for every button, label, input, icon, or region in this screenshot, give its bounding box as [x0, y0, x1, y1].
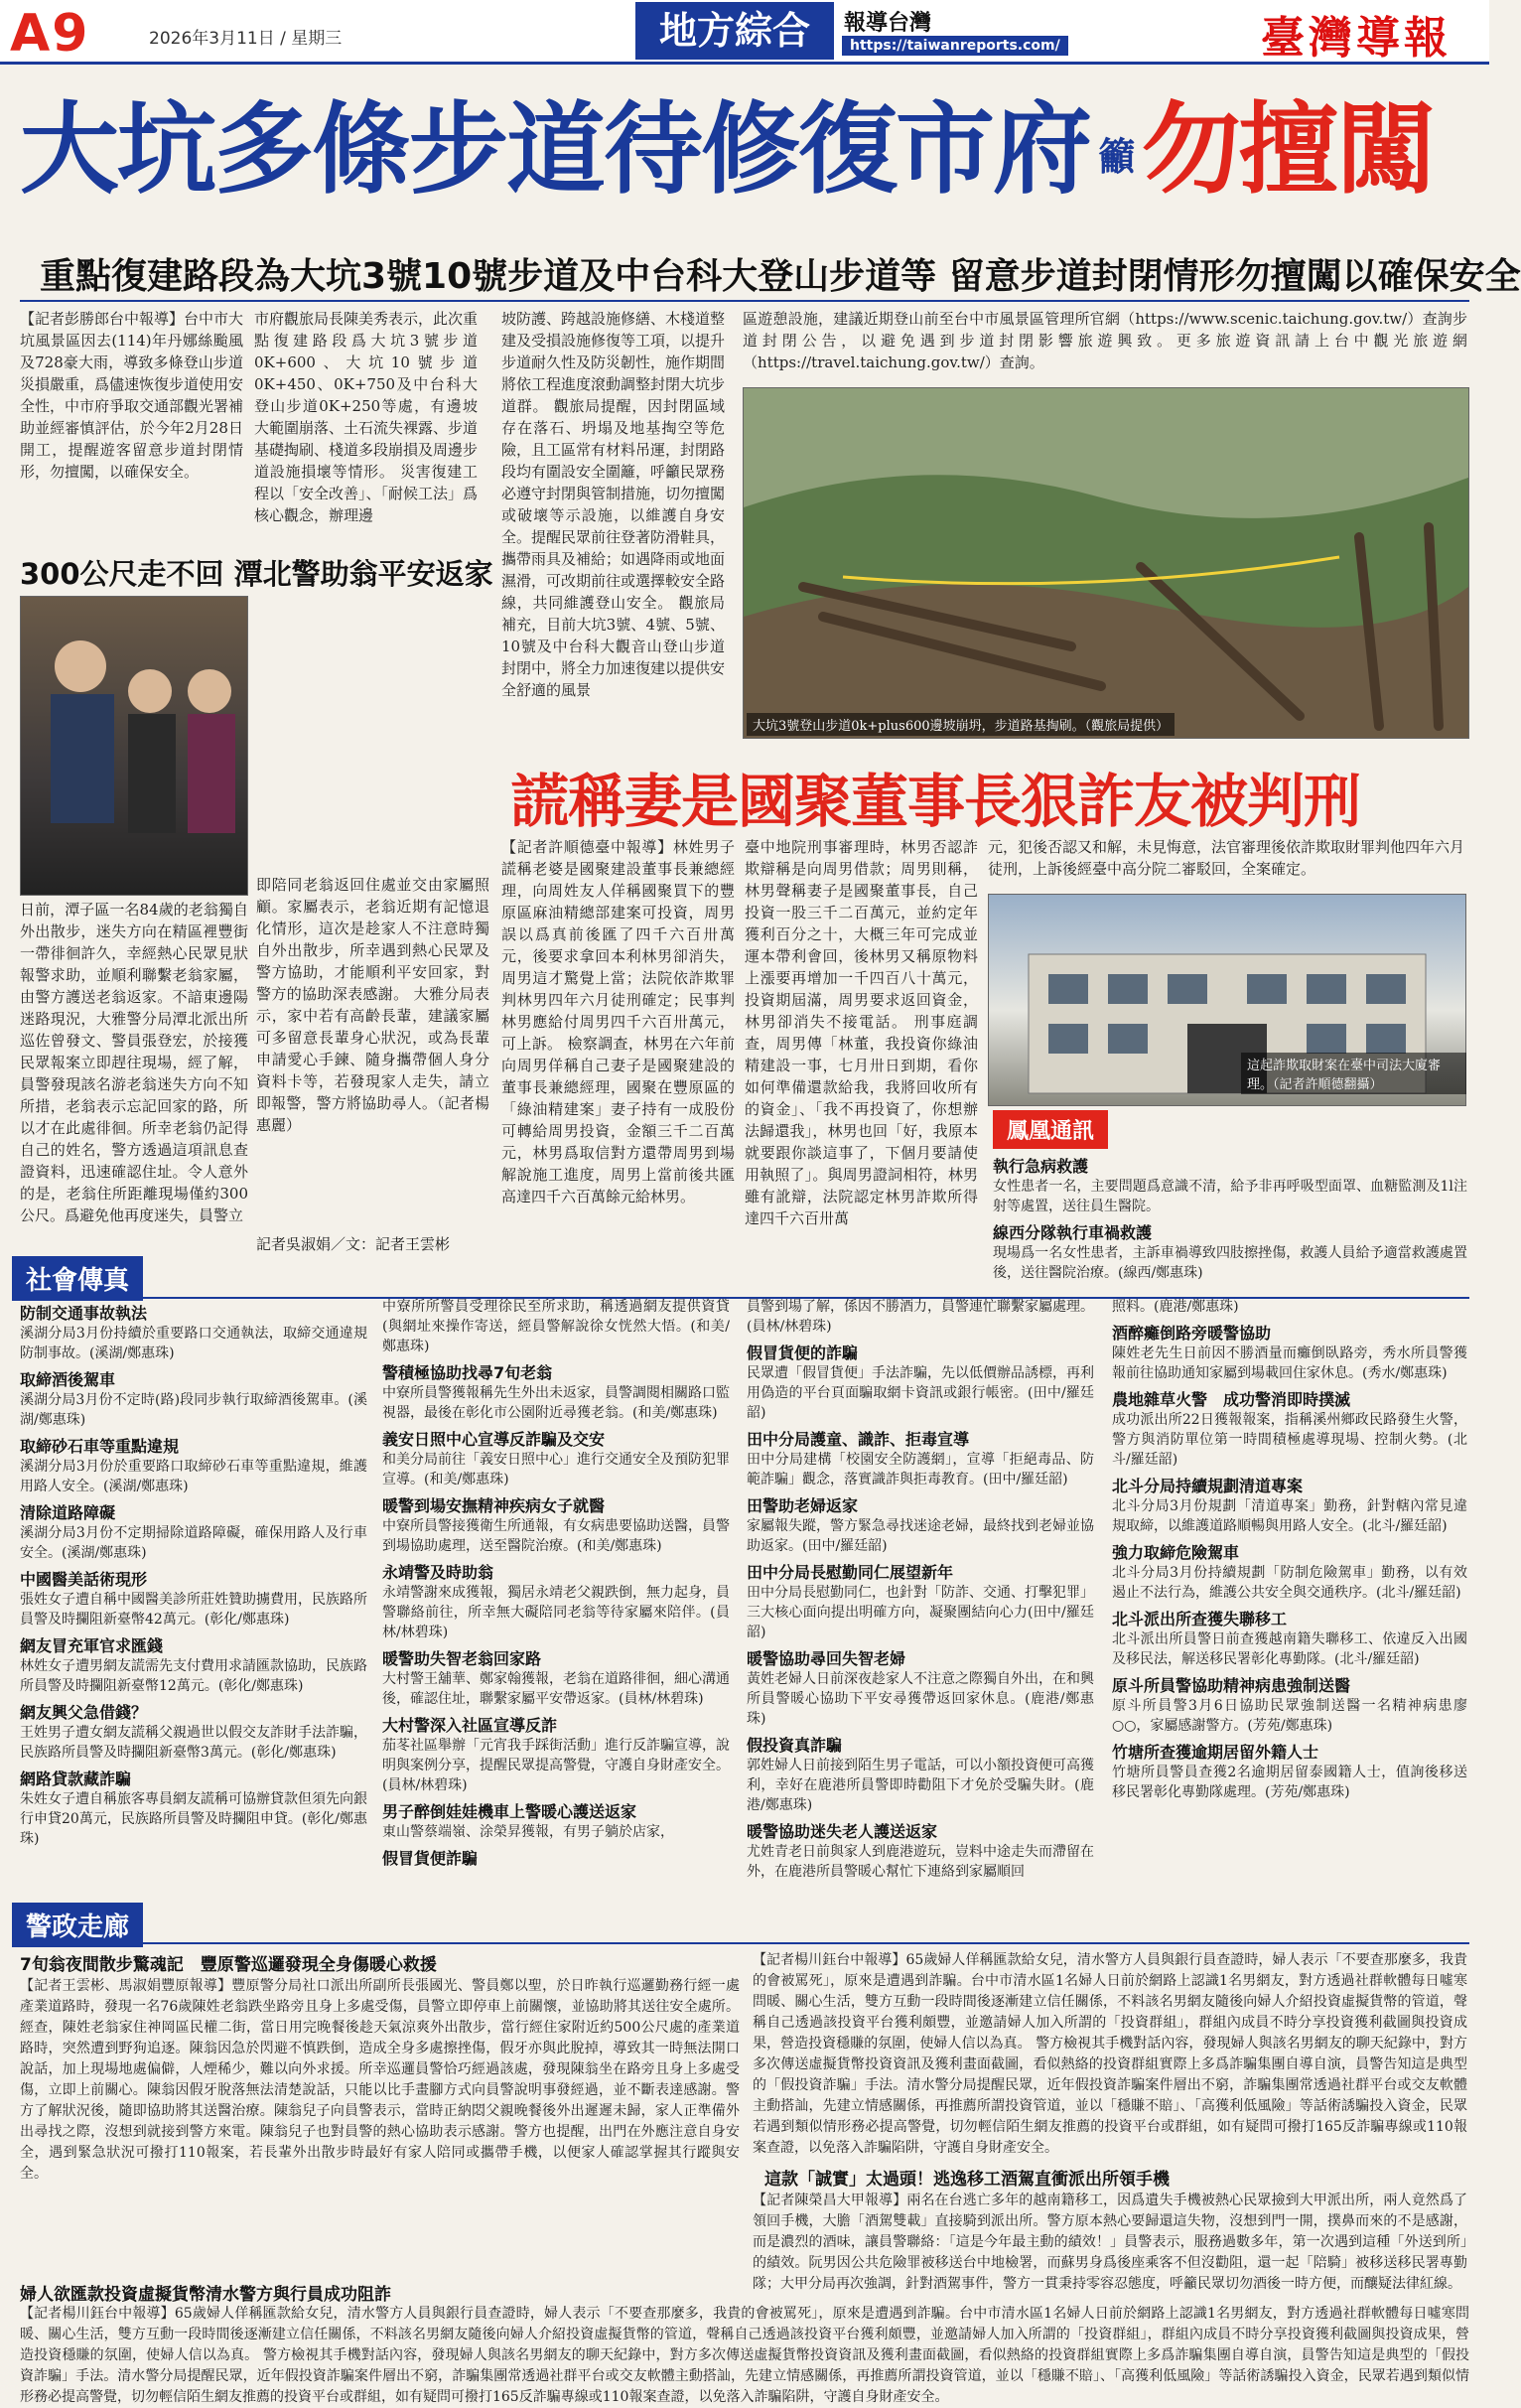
- elder-story-photo: [20, 596, 248, 896]
- social-item-title: 假冒貨便詐騙: [382, 1849, 479, 1868]
- social-item-title: 清除道路障礙: [20, 1503, 116, 1522]
- social-item-title: 田中分局護童、識詐、拒毒宣導: [747, 1430, 970, 1449]
- social-item-title: 防制交通事故執法: [20, 1304, 148, 1323]
- social-item-body: 原斗所員警3月6日協助民眾強制送醫一名精神病患廖○○，家屬感謝警方。(芳苑/鄭惠珠): [1112, 1698, 1467, 1734]
- social-item-body: 員警到場了解，係因不勝酒力，員警連忙聯繫家屬處理。(員林/林碧珠): [747, 1299, 1094, 1335]
- fraud-story-col-1: 【記者許順德臺中報導】林姓男子謊稱老婆是國聚建設董事長兼總經理，向周姓友人佯稱國聚買下的豐原區麻油精總部建案可投資，周男誤以爲真前後匯了四千六百卅萬元，後要求拿回本利林男卻消失，周男這才驚覺上當；法院依詐欺罪判林男四年六月徒刑確定；民事判林男應給付周男四千六百卅萬元，可上訴。 檢察調查，林男在六年前向周男佯稱自己妻子是國聚建設的董事長兼總經理，國聚在豐原區的「綠油精建案」妻子持有一成股份可轉給周男投資，金額三千二百萬元，林男爲取信對方還帶周男到場解說施工進度，周男上當前後共匯高達四千六百萬餘元給林男。: [501, 838, 735, 1205]
- social-item-title: 強力取締危險駕車: [1112, 1543, 1240, 1562]
- social-item-body: 北斗派出所員警日前查獲越南籍失聯移工、依違反入出國及移民法，解送移民署彰化專勤隊。(北斗/羅廷韶): [1112, 1631, 1467, 1667]
- elder-story-col-2: 即陪同老翁返回住處並交由家屬照顧。家屬表示，老翁近期有記憶退化情形，這次是趁家人不注意時獨自外出散步，所幸遇到熱心民眾及警方協助，才能順利平安回家，對警方的協助深表感謝。 大雅分局表示，家中若有高齡長輩，建議家屬可多留意長輩身心狀況，或為長輩申請愛心手鍊、隨身攜帶個人身分資料卡等，若發現家人走失，請立即報警，警方將協助尋人。（記者楊惠麗）: [256, 876, 489, 1134]
- social-col-3: [747, 1297, 1094, 1893]
- social-item-title: 暖警協助尋回失智老婦: [747, 1649, 906, 1668]
- police-story2-body: 【記者楊川鈺台中報導】65歲婦人佯稱匯款給女兒，清水警方人員與銀行員查證時，婦人表示「不要查那麼多，我貴的會被罵死」，原來是遭遇到詐騙。台中市清水區1名婦人日前於網路上認識1名男網友，對方透過社群軟體每日噓寒問暖、關心生活，雙方互動一段時間後逐漸建立信任關係，不料該名男網友隨後向婦人介紹投資虛擬貨幣的管道，聲稱自己透過該投資平台獲利頗豐，並邀請婦人加入所謂的「投資群組」，群組內成員不時分享投資獲利截圖與投資成果，營造投資穩賺的氛圍，使婦人信以為真。 警方檢視其手機對話內容，發現婦人與該名男網友的聊天紀錄中，對方多次傳送虛擬貨幣投資資訊及獲利畫面截圖，看似熱絡的投資群組實際上多爲詐騙集團自導自演，員警告知這是典型的「假投資詐騙」手法。清水警分局提醒民眾，近年假投資詐騙案件層出不窮，詐騙集團常透過社群平台或交友軟體主動搭訕，先建立情感關係，再推薦所謂投資管道，並以「穩賺不賠」、「高獲利低風險」等話術誘騙投入資金，民眾若遇到類似情形務必提高警覺，切勿輕信陌生網友推薦的投資平台或群組，如有疑問可撥打165反詐騙專線或110報案查證，以免落入詐騙陷阱，守護自身財產安全。: [20, 2306, 1469, 2405]
- police-story1-title: 7旬翁夜間散步驚魂記 豐原警巡邏發現全身傷暖心救援: [20, 1955, 437, 1975]
- brand-label: 報導台灣: [844, 11, 932, 36]
- social-item-body: 郭姓婦人日前接到陌生男子電話，可以小額投資便可高獲利，幸好在鹿港所員警即時勸阻下才免於受騙失財。(鹿港/鄭惠珠): [747, 1758, 1094, 1813]
- social-item-title: 原斗所員警協助精神病患強制送醫: [1112, 1676, 1351, 1695]
- divider: [20, 300, 1469, 302]
- social-item-body: 和美分局前往「義安日照中心」進行交通安全及預防犯罪宣導。(和美/鄭惠珠): [382, 1452, 730, 1487]
- social-item-title: 暖警到場安撫精神疾病女子就醫: [382, 1496, 606, 1515]
- social-item-title: 竹塘所查獲逾期居留外籍人士: [1112, 1743, 1319, 1762]
- social-item-body: 大村警王舖華、鄭家翰獲報，老翁在道路徘徊，細心溝通後，確認住址，聯繫家屬平安帶返家。(員林/林碧珠): [382, 1671, 730, 1707]
- social-item-body: 朱姓女子遭自稱旅客專員網友謊稱可協辦貸款但須先向銀行申貸20萬元，民族路所員警及時攔阻申貸。(彰化/鄭惠珠): [20, 1791, 367, 1847]
- social-item-title: 中國醫美話術現形: [20, 1570, 148, 1589]
- social-item-title: 警積極協助找尋7旬老翁: [382, 1363, 553, 1382]
- social-item-body: 照料。(鹿港/鄭惠珠): [1112, 1299, 1239, 1315]
- police-with-elder-illustration: [21, 597, 247, 895]
- section-title: 地方綜合: [635, 2, 834, 60]
- fraud-story-title: 謊稱妻是國聚董事長狠詐友被判刑: [511, 768, 1361, 835]
- social-item-title: 假投資真詐騙: [747, 1736, 843, 1755]
- social-item-title: 取締砂石車等重點違規: [20, 1437, 180, 1456]
- social-item-title: 酒醉癱倒路旁暖警協助: [1112, 1324, 1272, 1343]
- phoenix-item-title: 執行急病救護: [993, 1157, 1089, 1176]
- social-item-body: 中寮所員警獲報稱先生外出未返家，員警調閱相關路口監視器，最後在彰化市公園附近尋獲老翁。(和美/鄭惠珠): [382, 1385, 730, 1421]
- social-item-body: 永靖警謝來成獲報，獨居永靖老父親跌倒，無力起身，員警聯絡前往，所幸無大礙陪同老翁等待家屬來陪伴。(員林/林碧珠): [382, 1585, 730, 1640]
- elder-story-byline: 記者吳淑娟／文：記者王雲彬: [256, 1235, 451, 1253]
- police-story2-title: 婦人欲匯款投資虛擬貨幣清水警方與行員成功阻詐: [20, 2285, 391, 2305]
- social-item-title: 取締酒後駕車: [20, 1370, 116, 1389]
- social-col-4: [1112, 1297, 1467, 1893]
- lead-col-4: 區遊憩設施，建議近期登山前至台中市風景區管理所官網（https://www.scenic.taichung.gov.tw/）查詢步道封閉公告，以避免遇到步道封閉影響旅遊興致。更多旅遊資訊請上台中觀光旅遊網（https://travel.taichung.gov.tw/）查詢。: [743, 310, 1467, 371]
- social-item-body: 王姓男子遭女網友謊稱父親過世以假交友詐財手法詐騙，民族路所員警及時攔阻新臺幣3萬元。(彰化/鄭惠珠): [20, 1725, 367, 1761]
- fraud-story-col-2: 臺中地院刑事審理時，林男否認詐欺辯稱是向周男借款；周男則稱，林男聲稱妻子是國聚董事長，自己投資一股三千二百萬元，並約定年獲利百分之十，大概三年可完成並運本帶利會回，後林男又稱原物料上漲要再增加一千四百八十萬元，投資期屆滿，周男要求返回資金，林男卻消失不接電話。 刑事庭調查，周男傳「林董，我投資你綠油精建設一事，七月卅日到期，看你如何準備還款給我，我將回收所有的資金」、「我不再投資了，你想辦法歸還我」，林男也回「好，我原本就要跟你談這事了，下個月要請使用執照了」。與周男證詞相符，林男雖有訛辯，法院認定林男詐欺所得達四千六百卅萬: [745, 838, 978, 1227]
- social-item-body: 竹塘所員警員查獲2名逾期居留泰國籍人士，值詢後移送移民署彰化專勤隊處理。(芳苑/鄭惠珠): [1112, 1765, 1467, 1800]
- social-item-title: 大村警深入社區宣導反詐: [382, 1716, 558, 1735]
- social-item-body: 田中分局長慰勤同仁，也針對「防詐、交通、打擊犯罪」三大核心面向提出明確方向，凝聚團結向心力(田中/羅廷韶): [747, 1585, 1094, 1640]
- phoenix-item-title: 線西分隊執行車禍救護: [993, 1223, 1153, 1242]
- social-item-body: 北斗分局3月份持續規劃「防制危險駕車」勤務，以有效遏止不法行為，維護公共安全與交通秩序。(北斗/羅廷韶): [1112, 1565, 1467, 1601]
- social-col-2: [382, 1297, 730, 1893]
- social-tag: 社會傳真: [12, 1256, 143, 1301]
- newspaper-logo: 臺灣導報: [1261, 13, 1452, 64]
- social-item-body: 東山警蔡端嶺、涂榮昇獲報，有男子躺於店家，: [382, 1824, 674, 1840]
- social-item-body: 張姓女子遭自稱中國醫美診所莊姓贊助擄費用，民族路所員警及時攔阻新臺幣42萬元。(彰化/鄭惠珠): [20, 1592, 367, 1628]
- social-item-body: 溪湖分局3月份持續於重要路口交通執法，取締交通違規防制事故。(溪湖/鄭惠珠): [20, 1326, 367, 1361]
- social-item-body: 中寮所所警員受理徐民至所求助，稱透過網友提供資貸(與網址來操作寄送，經員警解說徐女恍然大悟。(和美/鄭惠珠): [382, 1299, 730, 1354]
- social-item-body: 中寮所員警接獲衛生所通報，有女病患要協助送醫，員警到場協助處理，送至醫院治療。(和美/鄭惠珠): [382, 1518, 730, 1554]
- social-item-body: 北斗分局3月份規劃「清道專案」勤務，針對轄內常見違規取締，以維護道路順暢與用路人安全。(北斗/羅廷韶): [1112, 1498, 1467, 1534]
- police-story3-body: 【記者陳榮昌大甲報導】兩名在台逃亡多年的越南籍移工，因爲遺失手機被熱心民眾撿到大甲派出所，兩人竟然爲了領回手機，大膽「酒駕雙載」直接騎到派出所。警方原本熱心要歸還這失物，沒想到門一開，撲鼻而來的不是感謝，而是濃烈的酒味，讓員警聯絡：「這是今年最主動的績效！」員警表示，服務過數多年，第一次遇到這種「外送到所」的績效。阮男因公共危險罪被移送台中地檢署，而蘇男身爲後座乘客不但沒勸阻，還一起「陪騎」被移送移民署專勤隊；大甲分局再次強調，針對酒駕事件，警方一貫秉持零容忍態度，呼籲民眾切勿酒後一時方便，而釀疑法律紅線。: [753, 2193, 1467, 2292]
- lead-col-2: 市府觀旅局長陳美秀表示，此次重點復建路段爲大坑3號步道0K+600、大坑10號步道0K+450、0K+750及中台科大登山步道0K+250等處，有邊坡大範圍崩落、土石流失裸露、步道基礎掏刷、棧道多段崩損及周邊步道設施損壞等情形。 災害復建工程以「安全改善」、「耐候工法」爲核心觀念，辦理邊: [254, 310, 479, 524]
- social-item-body: 家屬報失蹤，警方緊急尋找迷途老婦，最終找到老婦並協助返家。(田中/羅廷韶): [747, 1518, 1094, 1554]
- page-number: A9: [10, 4, 90, 64]
- social-item-body: 茄苳社區舉辦「元宵我手踩街活動」進行反詐騙宣導，說明與案例分享，提醒民眾提高警覺，守護自身財產安全。(員林/林碧珠): [382, 1738, 730, 1793]
- social-item-title: 田中分局長慰勤同仁展望新年: [747, 1563, 954, 1582]
- social-item-body: 民眾遭「假冒貨便」手法詐騙，先以低價辦品誘標，再利用偽造的平台頁面騙取網卡資訊或銀行帳密。(田中/羅廷韶): [747, 1365, 1094, 1421]
- issue-date: 2026年3月11日 / 星期三: [149, 29, 343, 49]
- social-item-title: 男子醉倒娃娃機車上警暖心護送返家: [382, 1802, 637, 1821]
- lead-headline-stack: 籲: [1098, 134, 1135, 179]
- fraud-photo-caption: 這起詐欺取財案在臺中司法大廈審理。（記者許順德翻攝）: [1241, 1053, 1466, 1094]
- social-item-body: 成功派出所22日獲報報案，指稱溪州鄉政民路發生火警，警方與消防單位第一時間積極處導現場、控制火勢。(北斗/羅廷韶): [1112, 1412, 1467, 1468]
- elder-story-title: 300公尺走不回 潭北警助翁平安返家: [20, 557, 493, 591]
- social-item-title: 農地雜草火警 成功警消即時撲滅: [1112, 1390, 1351, 1409]
- lead-photo: [743, 387, 1469, 739]
- police-story1-body: 【記者王雲彬、馬淑娟豐原報導】豐原警分局社口派出所副所長張國光、警員鄭以聖，於日昨執行巡邏勤務行經一處產業道路時，發現一名76歲陳姓老翁跌坐路旁且身上多處受傷，員警立即停車上前關懷，並協助將其送往安全處所。經查，陳姓老翁家住神岡區民權二街，當日用完晚餐後趁天氣涼爽外出散步，當行經住家附近約500公尺處的產業道路時，突然遭到野狗追逐。陳翁因急於閃避不慎跌倒，造成全身多處擦挫傷，假牙亦與此脫掉，導致其一時無法開口說話，加上現場地處偏僻，人煙稀少，難以向外求援。所幸巡邏員警恰巧經過該處，發現陳翁坐在路旁且身上多處受傷，立即上前關心。陳翁因假牙脫落無法清楚說話，只能以比手畫腳方式向員警說明事發經過，並不斷表達感謝。警方了解狀況後，隨即協助將其送醫治療。陳翁兒子向員警表示，當時正納悶父親晚餐後外出遲遲未歸，家人正準備外出尋找之際，沒想到就接到警方來電。陳翁兒子也對員警的熱心協助表示感謝。警方也提醒，出門在外應注意自身安全，遇到緊急狀況可撥打110報案，若長輩外出散步時最好有家人陪同或攜帶手機，以便家人確認掌握其行蹤與安全。: [20, 1978, 740, 2182]
- trail-damage-illustration: [744, 388, 1468, 738]
- lead-photo-caption: 大坑3號登山步道0k+plus600邊坡崩坍，步道路基掏刷。（觀旅局提供）: [747, 713, 1175, 736]
- social-item-title: 義安日照中心宣導反詐騙及交安: [382, 1430, 606, 1449]
- social-col-1: [20, 1297, 367, 1893]
- lead-col-1: 【記者彭勝郎台中報導】台中市大坑風景區因去(114)年丹娜絲颱風及728豪大雨，導致多條登山步道災損嚴重，爲儘速恢復步道使用安全性，中市府爭取交通部觀光署補助並經審慎評估，於今年2月28日開工，提醒遊客留意步道封閉情形，勿擅闖，以確保安全。: [20, 310, 244, 481]
- site-url[interactable]: https://taiwanreports.com/: [842, 36, 1068, 56]
- social-item-title: 暖警助失智老翁回家路: [382, 1649, 542, 1668]
- social-item-body: 溪湖分局3月份於重要路口取締砂石車等重點違規，維護用路人安全。(溪湖/鄭惠珠): [20, 1459, 367, 1494]
- lead-headline: [20, 70, 1434, 212]
- lead-col-3: 坡防護、跨越設施修繕、木棧道整建及受損設施修復等工項，以提升步道耐久性及防災韌性，施作期間將依工程進度滾動調整封閉大坑步道群。 觀旅局提醒，因封閉區域存在落石、坍塌及地基掏空等危險，且工區常有材料吊運，封閉路段均有圍設安全圍籬，呼籲民眾務必遵守封閉與管制措施，切勿擅闖或破壞等示設施，以維護自身安全。提醒民眾前往登著防滑鞋具，攜帶雨具及補給；如遇降雨或地面濕滑，可改期前往或選擇較安全路線，共同維護登山安全。 觀旅局補充，目前大坑3號、4號、5號、10號及中台科大觀音山登山步道封閉中，將全力加速復建以提供安全舒適的風景: [501, 310, 726, 699]
- phoenix-item-body: 女性患者一名，主要問題爲意識不清，給予非再呼吸型面罩、血糖監測及1l注射等處置，送往員生醫院。: [993, 1179, 1467, 1214]
- social-item-title: 永靖警及時助翁: [382, 1563, 494, 1582]
- lead-headline-part-a: 大坑多條步道待修復市府: [20, 91, 1090, 208]
- social-item-title: 田警助老婦返家: [747, 1496, 859, 1515]
- social-item-title: 暖警協助迷失老人護送返家: [747, 1822, 938, 1841]
- police-story2-continued: 【記者楊川鈺台中報導】65歲婦人佯稱匯款給女兒，清水警方人員與銀行員查證時，婦人表示「不要查那麼多，我貴的會被罵死」，原來是遭遇到詐騙。台中市清水區1名婦人日前於網路上認識1名男網友，對方透過社群軟體每日噓寒問暖、關心生活，雙方互動一段時間後逐漸建立信任關係，不料該名男網友隨後向婦人介紹投資虛擬貨幣的管道，聲稱自己透過該投資平台獲利頗豐，並邀請婦人加入所謂的「投資群組」，群組內成員不時分享投資獲利截圖與投資成果，營造投資穩賺的氛圍，使婦人信以為真。 警方檢視其手機對話內容，發現婦人與該名男網友的聊天紀錄中，對方多次傳送虛擬貨幣投資資訊及獲利畫面截圖，看似熱絡的投資群組實際上多爲詐騙集團自導自演，員警告知這是典型的「假投資詐騙」手法。清水警分局提醒民眾，近年假投資詐騙案件層出不窮，詐騙集團常透過社群平台或交友軟體主動搭訕，先建立情感關係，再推薦所謂投資管道，並以「穩賺不賠」、「高獲利低風險」等話術誘騙投入資金，民眾若遇到類似情形務必提高警覺，切勿輕信陌生網友推薦的投資平台或群組，如有疑問可撥打165反詐騙專線或110報案查證，以免落入詐騙陷阱，守護自身財產安全。: [753, 1952, 1467, 2156]
- lead-subhead: 重點復建路段為大坑3號10號步道及中台科大登山步道等 留意步道封閉情形勿擅闖以確保安全: [40, 256, 1521, 297]
- social-item-body: 陳姓老先生日前因不勝酒量而癱倒臥路旁，秀水所員警獲報前往協助通知家屬到場載回住家休息。(秀水/鄭惠珠): [1112, 1346, 1467, 1381]
- phoenix-item-body: 現場爲一名女性患者，主訴車禍導致四肢擦挫傷，救護人員給予適當救護處置後，送往醫院治療。(線西/鄭惠珠): [993, 1245, 1467, 1281]
- lead-headline-part-b: 勿擅闖: [1142, 91, 1435, 208]
- phoenix-items: [993, 1150, 1467, 1281]
- social-item-title: 網路貸款藏詐騙: [20, 1770, 132, 1788]
- social-item-body: 林姓女子遭男網友謊需先支付費用求請匯款協助，民族路所員警及時攔阻新臺幣12萬元。(彰化/鄭惠珠): [20, 1658, 367, 1694]
- social-item-body: 尤姓青老日前與家人到鹿港遊玩，豈料中途走失而滯留在外，在鹿港所員警暖心幫忙下連絡到家屬順回: [747, 1844, 1094, 1880]
- social-item-body: 黃姓老婦人日前深夜趁家人不注意之際獨自外出，在和興所員警暖心協助下平安尋獲帶返回家休息。(鹿港/鄭惠珠): [747, 1671, 1094, 1727]
- social-item-title: 假冒貨便的詐騙: [747, 1344, 859, 1362]
- social-item-title: 網友冒充軍官求匯錢: [20, 1636, 164, 1655]
- social-item-title: 北斗分局持續規劃清道專案: [1112, 1477, 1304, 1495]
- social-item-body: 溪湖分局3月份不定期掃除道路障礙，確保用路人及行車安全。(溪湖/鄭惠珠): [20, 1525, 367, 1561]
- police-story3-title: 這款「誠實」太過頭！逃逸移工酒駕直衝派出所領手機: [764, 2170, 1170, 2190]
- divider: [20, 1942, 1469, 1944]
- social-item-body: 田中分局建構「校園安全防護網」，宣導「拒絕毒品、防範詐騙」觀念，落實識詐與拒毒教育。(田中/羅廷韶): [747, 1452, 1094, 1487]
- elder-story-col-1: 日前，潭子區一名84歲的老翁獨自外出散步，迷失方向在精區裡豐街一帶徘徊許久，幸經熱心民眾見狀報警求助，並順利聯繫老翁家屬，由警方護送老翁返家。不諳東邊陽迷路現況，大雅警分局潭北派出所巡佐曾發文、警員張登宏，於接獲民眾報案立即趕往現場，經了解，員警發現該名游老翁迷失方向不知所措，老翁表示忘記回家的路，所以才在此處徘徊。所幸老翁仍記得自己的姓名，警方透過這項訊息查證資料，迅速確認住址。令人意外的是，老翁住所距離現場僅約300公尺。爲避免他再度迷失，員警立: [20, 901, 248, 1224]
- fraud-story-col-3: 元，犯後否認又和解，未見悔意，法官審理後依詐欺取財罪判他四年六月徒刑，上訴後經臺中高分院二審駁回，全案確定。: [988, 838, 1465, 878]
- social-item-body: 溪湖分局3月份不定時(路)段同步執行取締酒後駕車。(溪湖/鄭惠珠): [20, 1392, 367, 1428]
- social-item-title: 北斗派出所查獲失聯移工: [1112, 1610, 1288, 1629]
- phoenix-tag: 鳳凰通訊: [993, 1110, 1108, 1149]
- social-item-title: 網友興父急借錢？: [20, 1703, 148, 1722]
- police-tag: 警政走廊: [12, 1903, 143, 1947]
